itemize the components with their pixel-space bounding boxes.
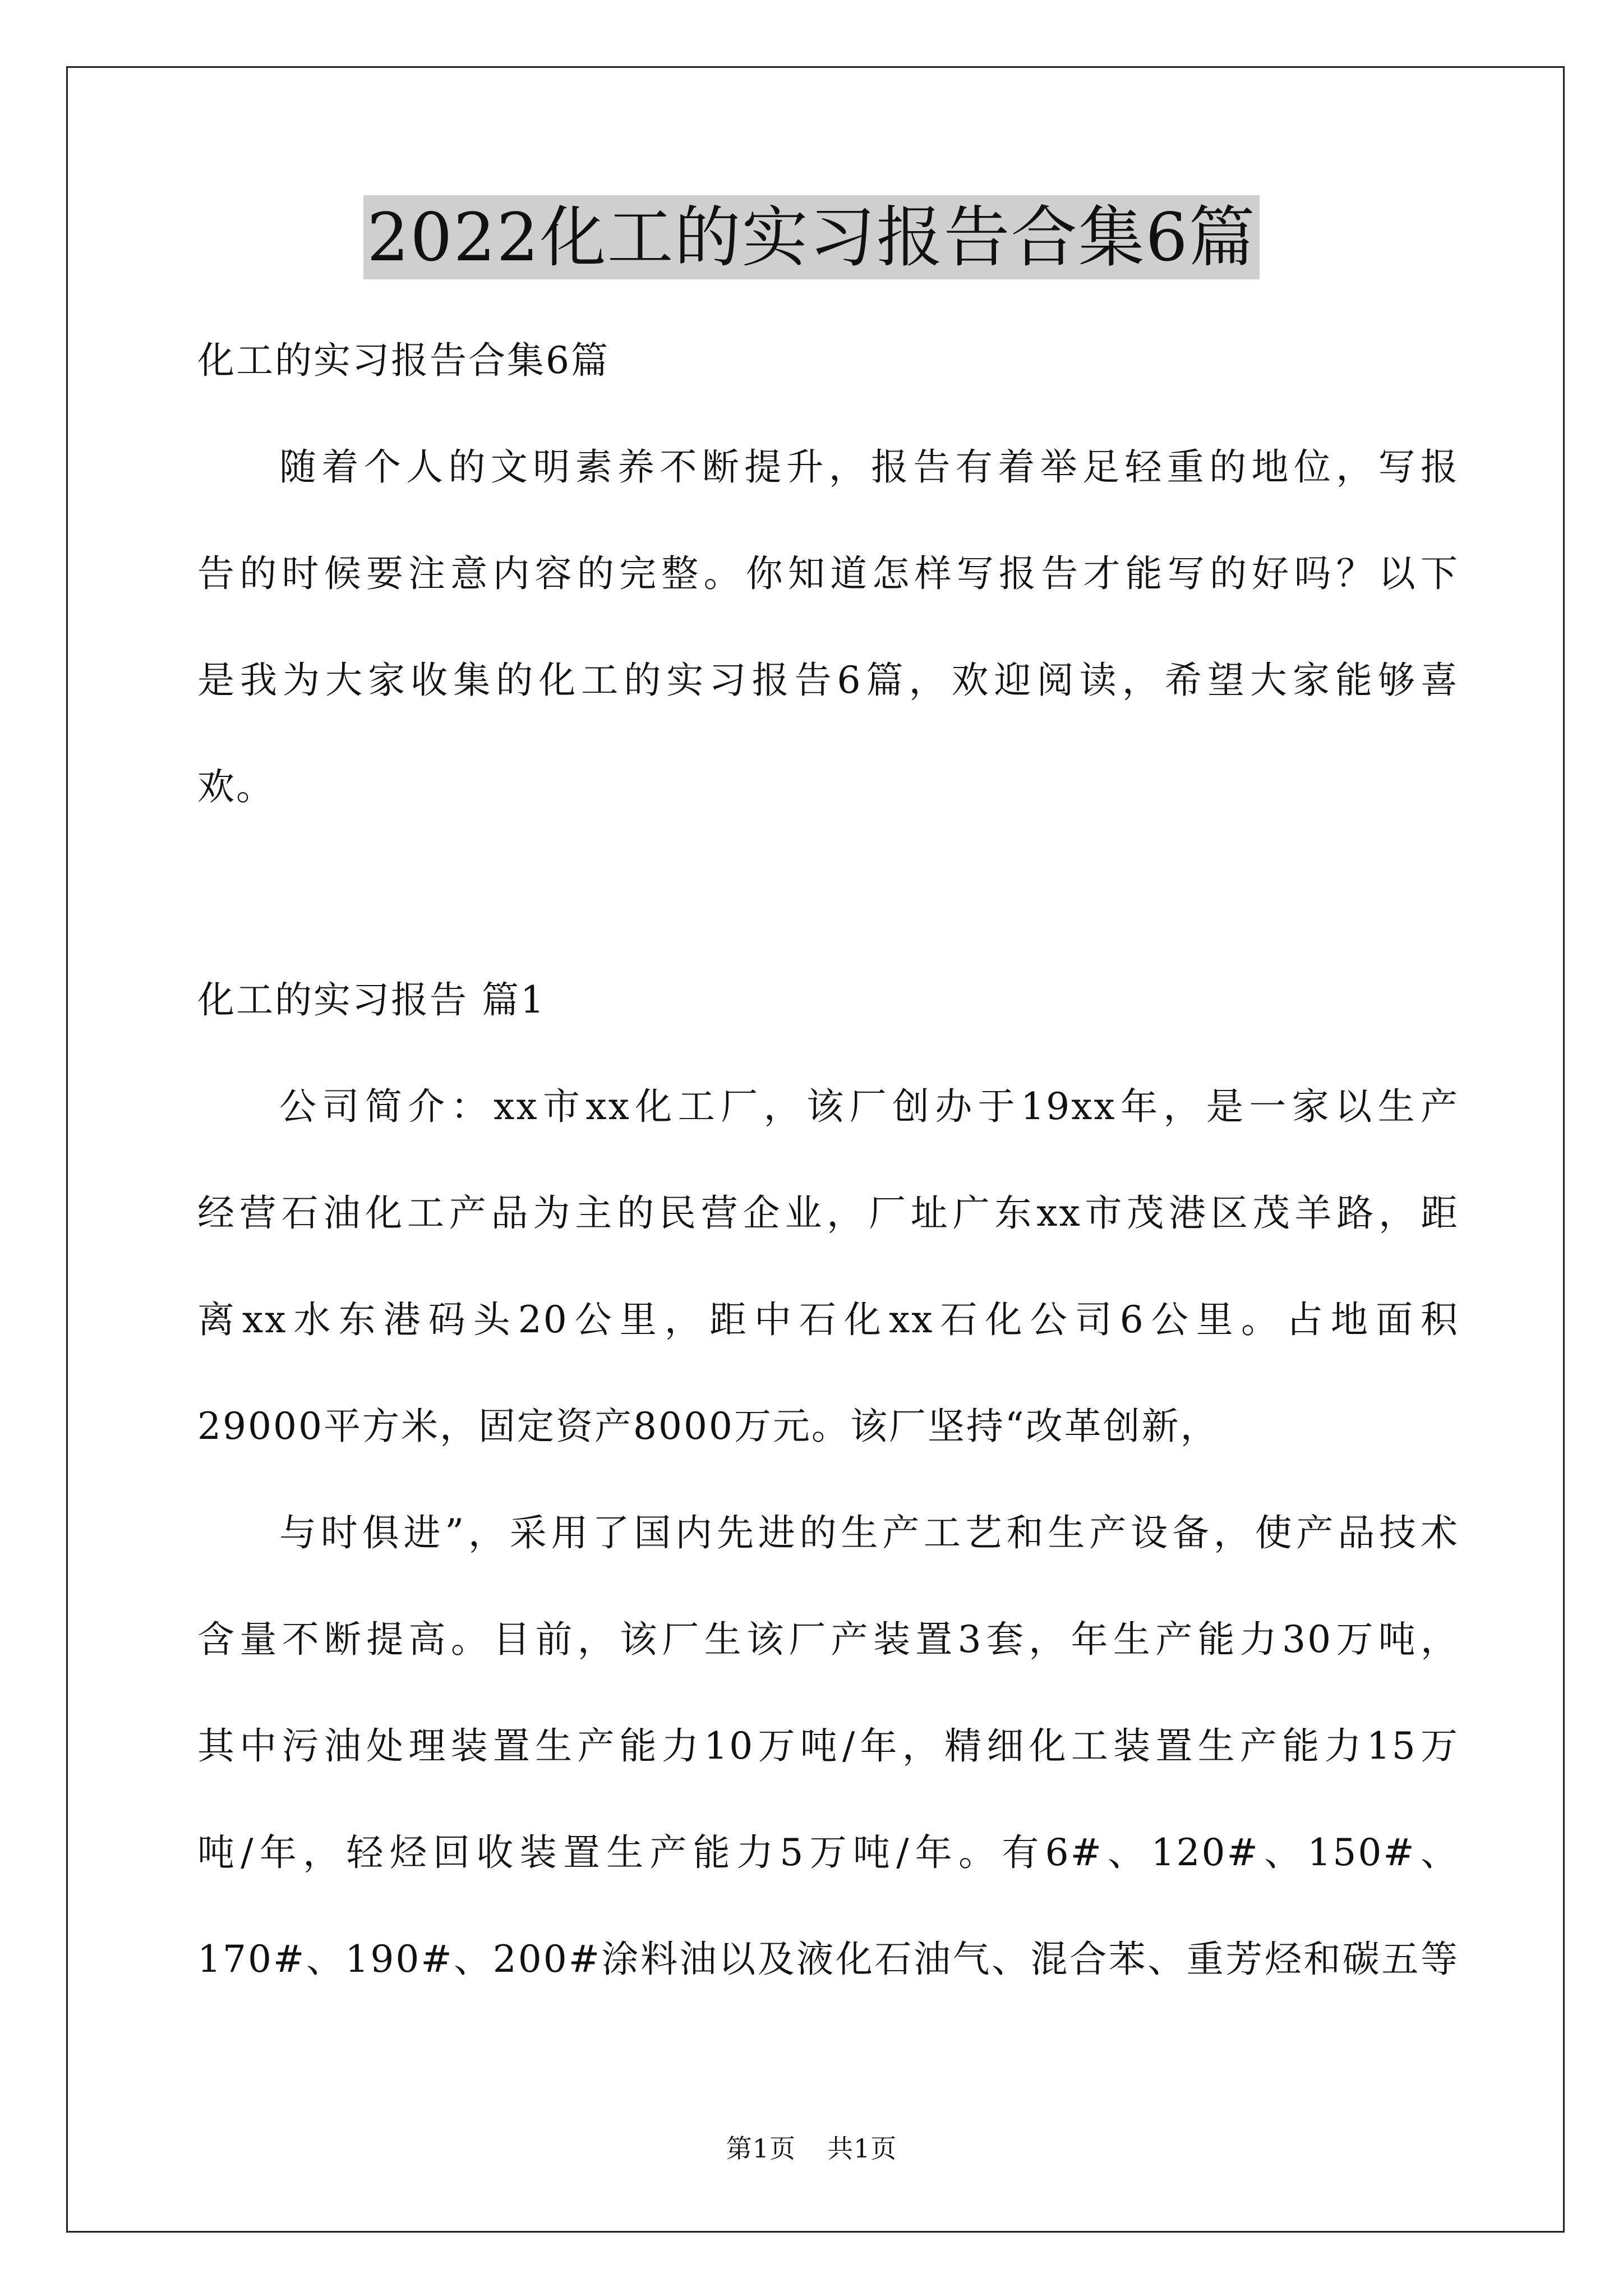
paragraph-line: 公司简介：xx市xx化工厂，该厂创办于19xx年，是一家以生产	[279, 1085, 1459, 1128]
paragraph-line: 欢。	[197, 765, 275, 808]
paragraph-line: 其中污油处理装置生产能力10万吨/年，精细化工装置生产能力15万	[197, 1724, 1459, 1768]
paragraph-line: 吨/年，轻烃回收装置生产能力5万吨/年。有6#、120#、150#、	[197, 1831, 1459, 1874]
page-total: 共1页	[827, 2133, 897, 2164]
paragraph-line: 是我为大家收集的化工的实习报告6篇，欢迎阅读，希望大家能够喜	[197, 659, 1459, 702]
page-number: 第1页	[726, 2133, 796, 2164]
document-body	[197, 307, 1459, 2013]
paragraph-line: 与时俱进”，采用了国内先进的生产工艺和生产设备，使产品技术	[279, 1511, 1459, 1554]
title-area	[0, 195, 1623, 279]
paragraph-line: 29000平方米，固定资产8000万元。该厂坚持“改革创新，	[197, 1405, 1219, 1448]
paragraph-line: 含量不断提高。目前，该厂生该厂产装置3套，年生产能力30万吨，	[197, 1618, 1459, 1661]
paragraph-line: 170#、190#、200#涂料油以及液化石油气、混合苯、重芳烃和碳五等	[197, 1938, 1459, 1981]
paragraph-line: 告的时候要注意内容的完整。你知道怎样写报告才能写的好吗？以下	[197, 552, 1459, 595]
section-heading: 化工的实习报告合集6篇	[197, 339, 610, 382]
paragraph-line: 随着个人的文明素养不断提升，报告有着举足轻重的地位，写报	[279, 445, 1459, 489]
paragraph-line: 离xx水东港码头20公里，距中石化xx石化公司6公里。占地面积	[197, 1298, 1459, 1341]
spacer	[197, 840, 1459, 947]
document-title: 2022化工的实习报告合集6篇	[363, 195, 1259, 279]
paragraph-line: 经营石油化工产品为主的民营企业，厂址广东xx市茂港区茂羊路，距	[197, 1191, 1459, 1235]
section-heading: 化工的实习报告 篇1	[197, 978, 546, 1022]
page-footer	[0, 2132, 1623, 2165]
